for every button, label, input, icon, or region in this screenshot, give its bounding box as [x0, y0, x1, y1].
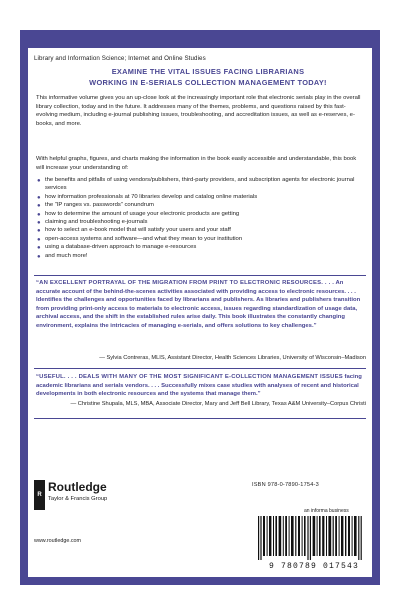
- review-quote-2: [36, 373, 366, 399]
- bullet-icon: ●: [37, 211, 41, 218]
- list-item: ● the benefits and pitfalls of using vendors/publishers, third-party providers, and subscription agents for electronic journal services: [37, 177, 355, 192]
- quote-2-attribution: — Christine Shupala, MLS, MBA, Associate Director, Mary and Jeff Bell Library, Texas A&M University–Corpus Christi: [70, 401, 366, 407]
- publisher-name: Routledge: [48, 480, 107, 494]
- informa-label: an informa business: [304, 508, 349, 514]
- intro-paragraph: This informative volume gives you an up-close look at the increasingly important role that electronic serials play in the overall library collection, today and in the future. It addresses many of the themes, problems, and questions raised by this fast-evolving medium, including e-journal publishing issues, troubleshooting, and accreditation issues, as well as e-reserves, e-books, and more.: [36, 95, 361, 127]
- publisher-group: Taylor & Francis Group: [48, 496, 108, 502]
- list-item: ● how information professionals at 70 libraries develop and catalog online materials: [37, 193, 258, 201]
- bullet-icon: ●: [37, 245, 41, 252]
- quote-2-lead: “USEFUL. . . . DEALS WITH MANY OF THE MOST SIGNIFICANT E-COLLECTION MANAGEMENT ISSUES: [36, 374, 343, 380]
- content-panel: [28, 48, 372, 577]
- bullet-icon: ●: [37, 228, 41, 235]
- intro-paragraph-2: With helpful graphs, figures, and charts making the information in the book easily accessible and understandable, this book will increase your understanding of:: [36, 156, 357, 171]
- barcode-bars-icon: [248, 516, 372, 562]
- divider: [34, 275, 366, 276]
- list-item: ● claiming and troubleshooting e-journals: [37, 219, 148, 227]
- headline-line-1: EXAMINE THE VITAL ISSUES FACING LIBRARIANS: [111, 67, 305, 76]
- headline-line-2: WORKING IN E-SERIALS COLLECTION MANAGEMENT TODAY!: [89, 78, 327, 87]
- quote-2-body: facing academic librarians and serials vendors. . . . Successfully mixes case studies with analyses of recent and historical developments in both electronic resources and the systems that manage them.”: [36, 374, 362, 398]
- publisher-logo: [34, 476, 154, 546]
- list-item: ● using a database-driven approach to manage e-resources: [37, 244, 197, 252]
- headline: [88, 66, 328, 88]
- category-label: Library and Information Science; Internet and Online Studies: [34, 55, 206, 62]
- bullet-icon: ●: [37, 178, 41, 184]
- quote-1-attribution: — Sylvia Contreras, MLIS, Assistant Director, Health Sciences Libraries, University of Wisconsin–Madison: [99, 355, 366, 361]
- isbn-text: ISBN 978-0-7890-1754-3: [252, 482, 319, 488]
- divider: [34, 418, 366, 419]
- bullet-icon: ●: [37, 203, 41, 210]
- routledge-logo-icon: R: [34, 480, 45, 510]
- list-item: ● the “IP ranges vs. passwords” conundrum: [37, 202, 154, 210]
- list-item: ● open-access systems and software—and what they mean to your institution: [37, 235, 243, 243]
- feature-list: [36, 176, 366, 260]
- review-quote-1: [36, 279, 366, 331]
- purple-frame: [20, 30, 380, 585]
- quote-1-body: An accurate account of the behind-the-scenes activities associated with providing access to electronic resources. . . . Identifies the challenges and opportunities faced by librarians and publishers. As libraries and publishers transition from providing print-only access to materials to electronic access, issues regarding standardization of usage data, archival access, and the shift in the established rules arise daily. This book illustrates the constantly changing environment, explains the intricacies of managing e-serials, and offers solutions to key challenges.”: [36, 280, 361, 329]
- bullet-icon: ●: [37, 236, 41, 243]
- bullet-icon: ●: [37, 220, 41, 227]
- bullet-icon: ●: [37, 253, 41, 260]
- list-item: ● and much more!: [37, 252, 88, 260]
- list-item: ● how to select an e-book model that will satisfy your users and your staff: [37, 227, 231, 235]
- bullet-icon: ●: [37, 194, 41, 201]
- quote-1-lead: “AN EXCELLENT PORTRAYAL OF THE MIGRATION FROM PRINT TO ELECTRONIC RESOURCES. . . .: [36, 280, 335, 286]
- barcode-number: 9 780789 017543: [268, 562, 359, 571]
- divider: [34, 368, 366, 369]
- list-item: ● how to determine the amount of usage your electronic products are getting: [37, 210, 240, 218]
- publisher-url: www.routledge.com: [34, 538, 82, 544]
